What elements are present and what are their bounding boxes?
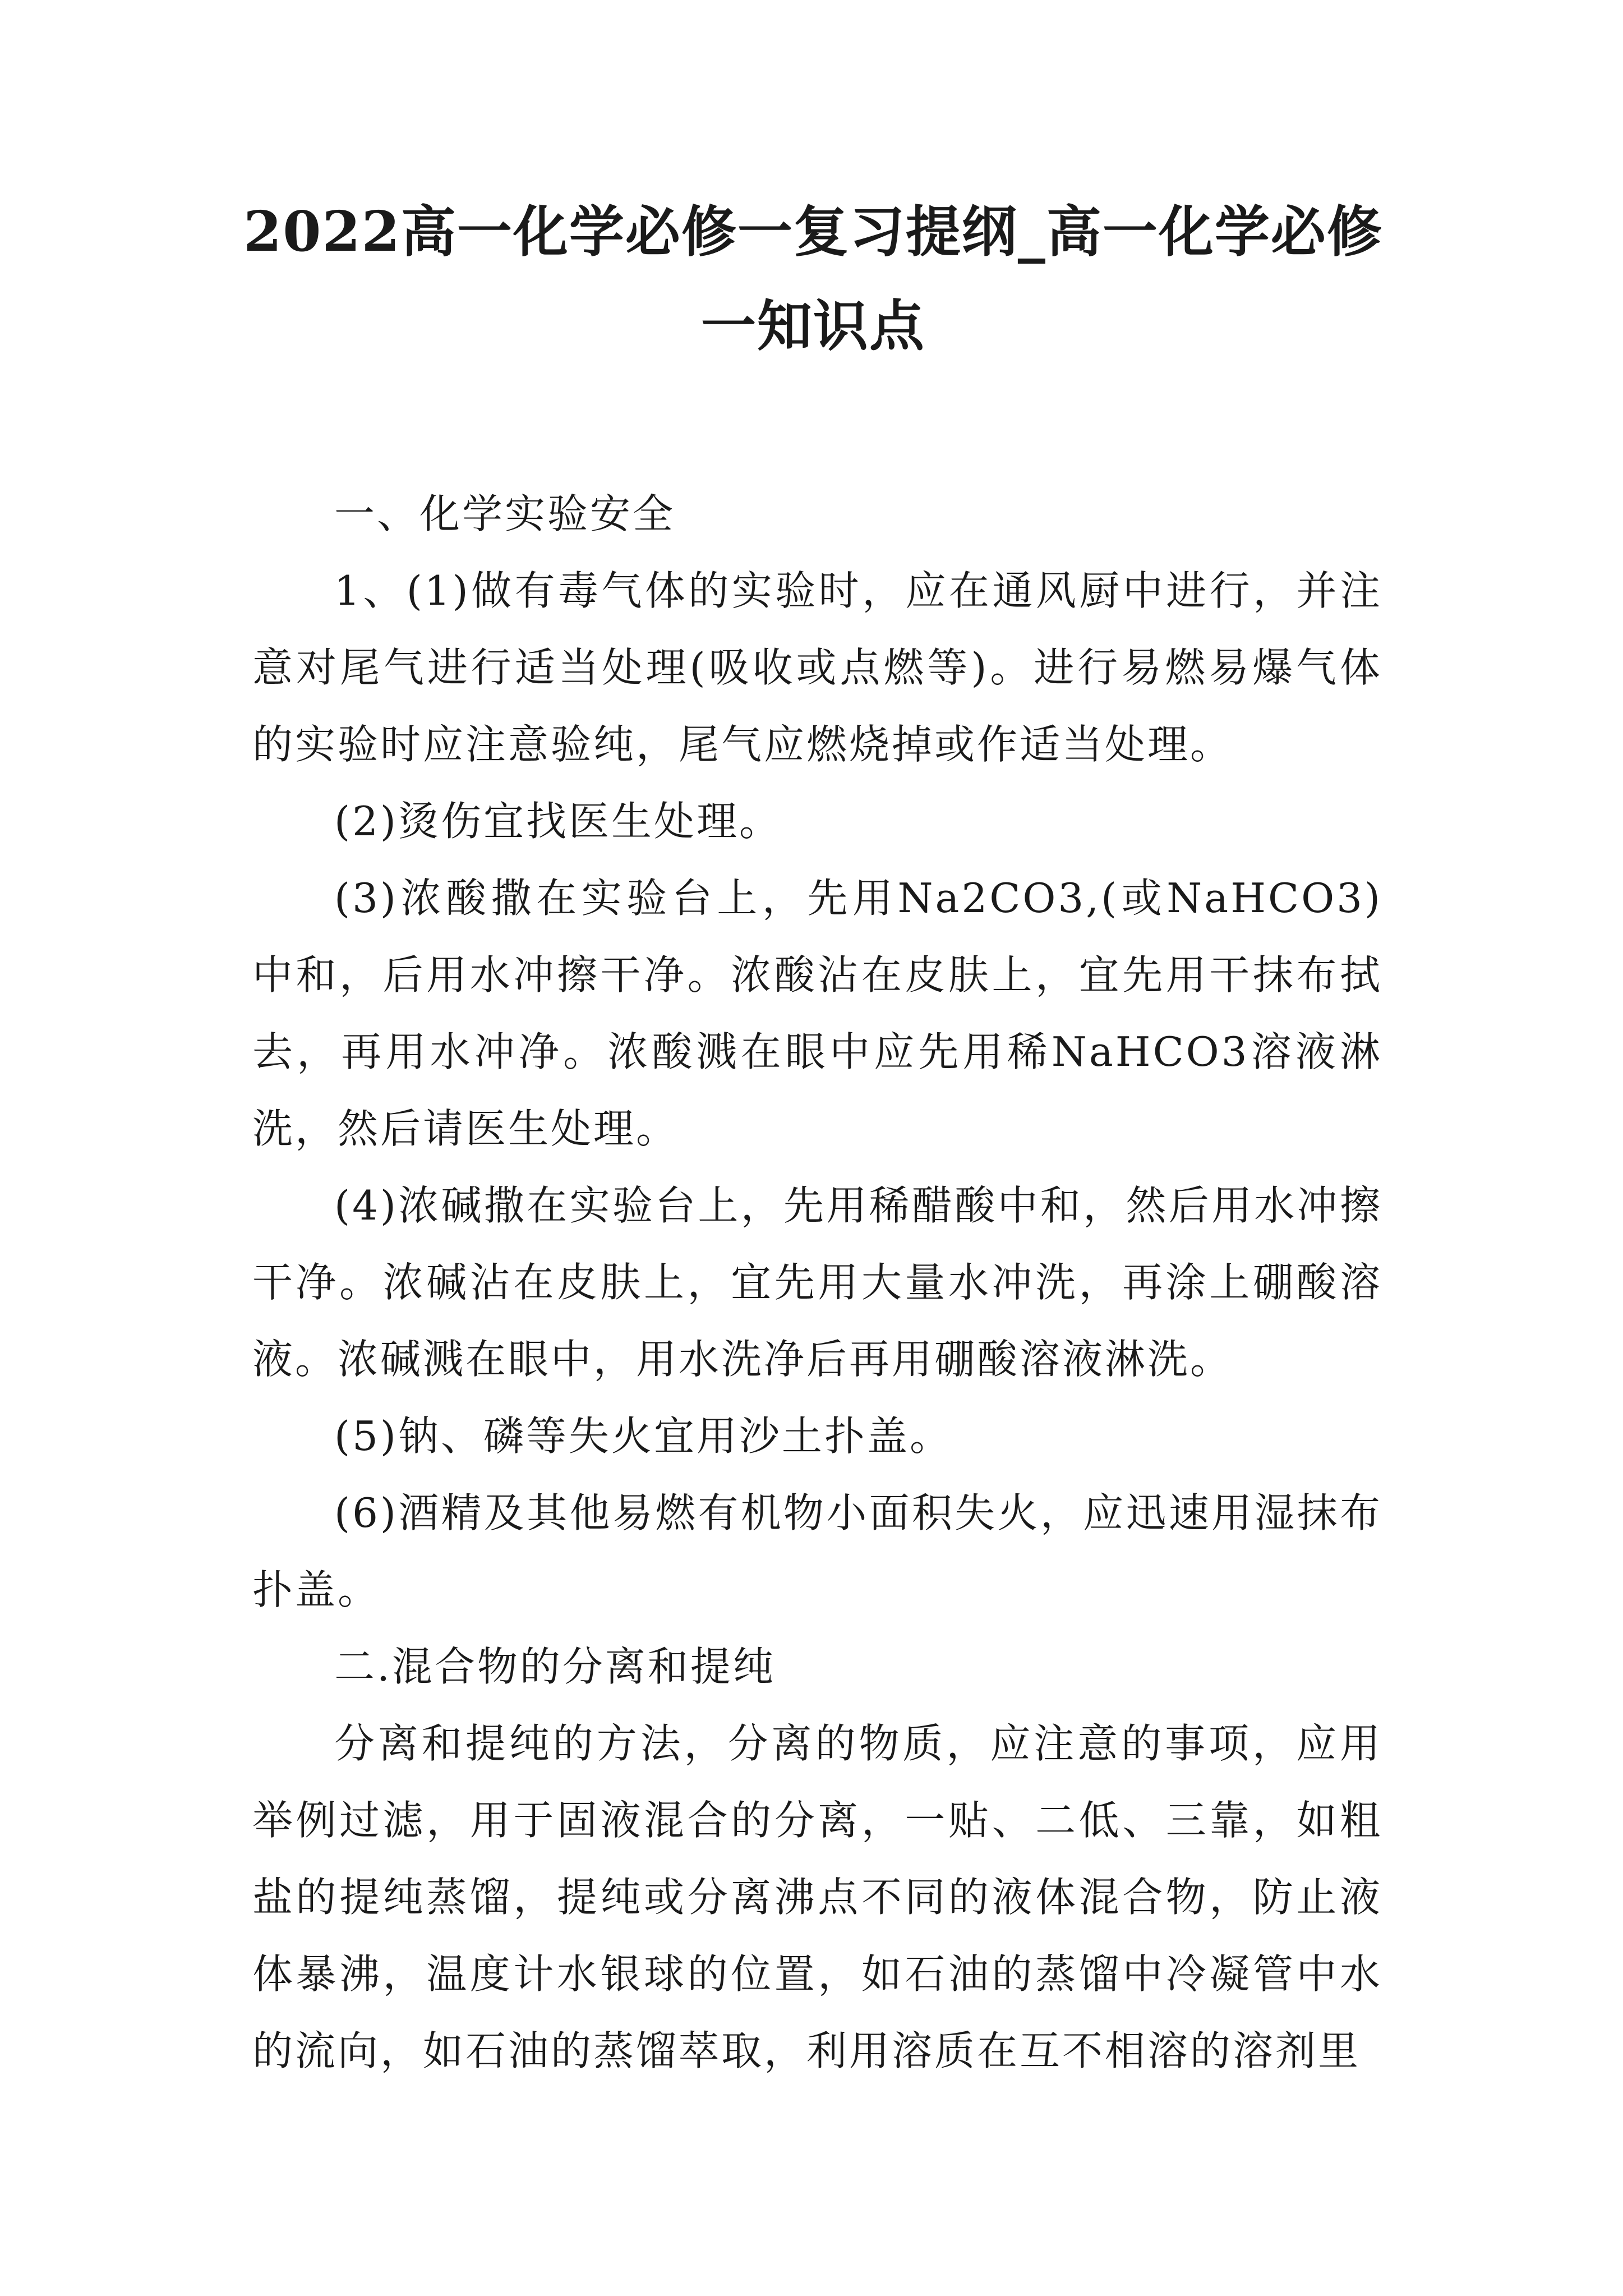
section-heading-lab-safety: 一、化学实验安全 [334,490,676,537]
section-heading-separation: 二.混合物的分离和提纯 [334,1643,776,1690]
paragraph-separation-methods: 分离和提纯的方法，分离的物质，应注意的事项，应用举例过滤，用于固液混合的分离，一贴、二低、三靠，如粗盐的提纯蒸馏，提纯或分离沸点不同的液体混合物，防止液体暴沸，温度计水银球的位置，如石油的蒸馏中冷凝管中水的流向，如石油的蒸馏萃取，利用溶质在互不相溶的溶剂里 [252,1720,1382,2074]
paragraph-alkali-spill: (4)浓碱撒在实验台上，先用稀醋酸中和，然后用水冲擦干净。浓碱沾在皮肤上，宜先用大量水冲洗，再涂上硼酸溶液。浓碱溅在眼中，用水洗净后再用硼酸溶液淋洗。 [252,1182,1382,1383]
paragraph-sodium-fire: (5)钠、磷等失火宜用沙土扑盖。 [334,1412,952,1460]
paragraph-toxic-gas: 1、(1)做有毒气体的实验时，应在通风厨中进行，并注意对尾气进行适当处理(吸收或点燃等)。进行易燃易爆气体的实验时应注意验纯，尾气应燃烧掉或作适当处理。 [252,567,1382,768]
document-title: 2022高一化学必修一复习提纲_高一化学必修一知识点 [243,200,1383,358]
paragraph-acid-spill: (3)浓酸撒在实验台上，先用Na2CO3,(或NaHCO3)中和，后用水冲擦干净。浓酸沾在皮肤上，宜先用干抹布拭去，再用水冲净。浓酸溅在眼中应先用稀NaHCO3溶液淋洗，然后请医生处理。 [252,875,1382,1152]
paragraph-burns: (2)烫伤宜找医生处理。 [334,798,782,845]
document-body [252,476,1382,2090]
paragraph-alcohol-fire: (6)酒精及其他易燃有机物小面积失火，应迅速用湿抹布扑盖。 [252,1489,1382,1613]
